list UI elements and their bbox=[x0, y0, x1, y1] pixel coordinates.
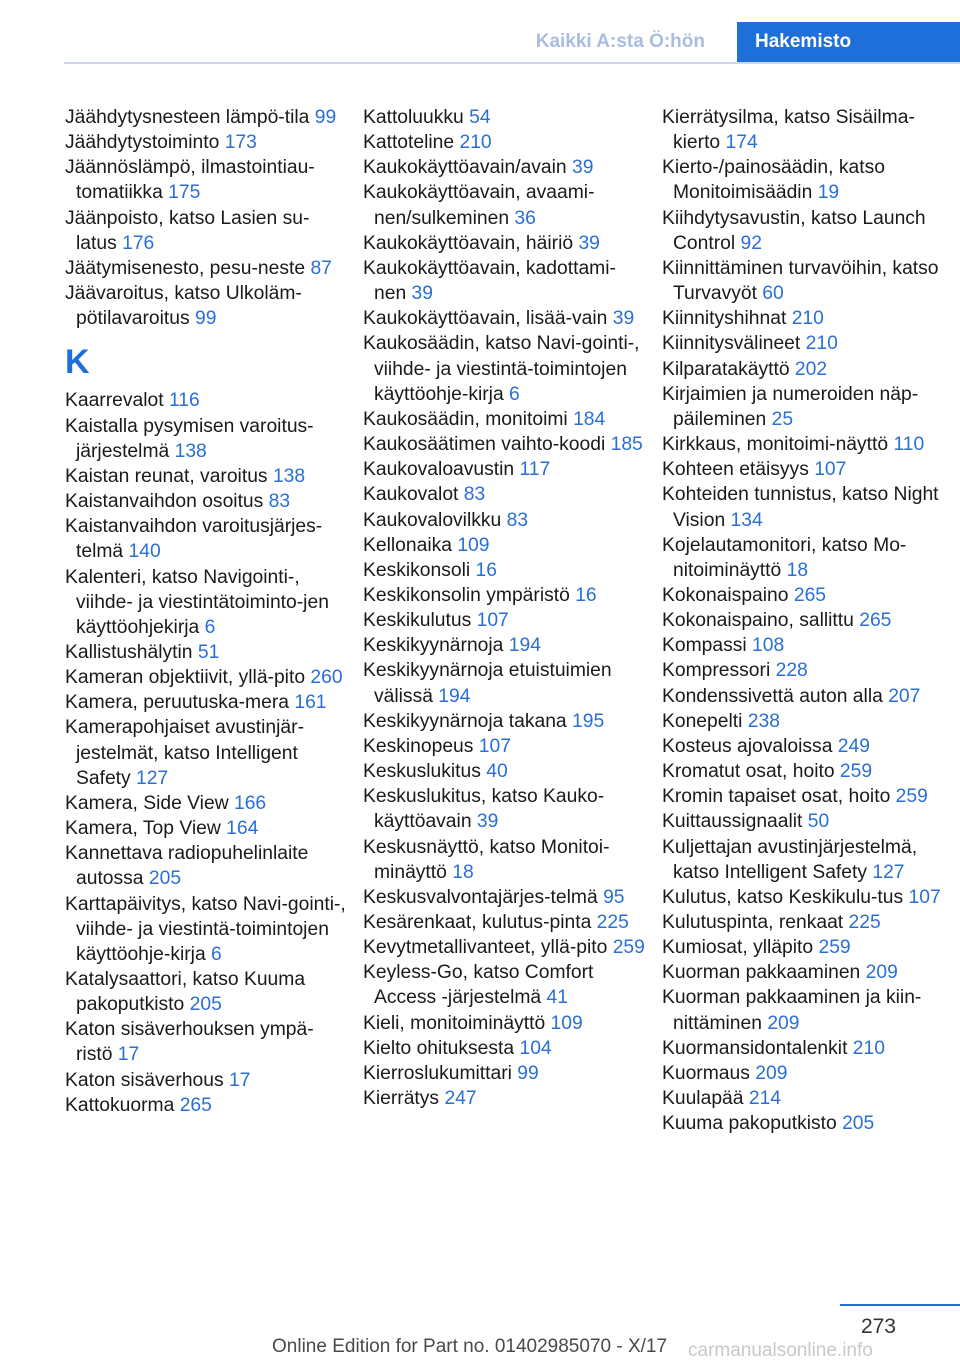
index-entry bbox=[65, 1068, 350, 1093]
index-entry bbox=[662, 1061, 952, 1086]
index-entry bbox=[662, 432, 952, 457]
index-entry bbox=[662, 658, 952, 683]
index-entry-term: Kattokuorma bbox=[65, 1094, 175, 1116]
index-entry bbox=[65, 464, 350, 489]
index-entry-term: Kaukovaloavustin bbox=[363, 459, 515, 481]
index-entry bbox=[65, 281, 350, 331]
index-entry bbox=[662, 331, 952, 356]
index-entry bbox=[363, 432, 648, 457]
index-entry bbox=[363, 608, 648, 633]
index-entry bbox=[662, 482, 952, 532]
page-link[interactable]: 50 bbox=[807, 811, 830, 833]
index-entry-term: Kaukokäyttöavain, lisää-vain bbox=[363, 308, 608, 330]
page-link[interactable]: 134 bbox=[730, 509, 763, 531]
page-link[interactable]: 184 bbox=[573, 408, 606, 430]
page-link[interactable]: 185 bbox=[610, 434, 643, 456]
index-entry bbox=[363, 885, 648, 910]
page-link[interactable]: 17 bbox=[229, 1069, 251, 1091]
index-entry-term: Kromatut osat, hoito bbox=[662, 761, 835, 783]
index-entry bbox=[363, 935, 648, 960]
index-entry-term: Kattoluukku bbox=[363, 107, 464, 128]
index-entry bbox=[65, 565, 350, 640]
index-entry-term: Kattoteline bbox=[363, 132, 455, 154]
index-entry-term: Kevytmetallivanteet, yllä-pito bbox=[363, 937, 608, 959]
index-entry bbox=[363, 910, 648, 935]
index-column-2 bbox=[363, 105, 648, 1111]
index-entry-term: Keskikyynärnoja etuistuimien välissä bbox=[363, 660, 612, 707]
index-entry bbox=[65, 256, 350, 281]
index-entry-term: Kamerapohjaiset avustinjär-jestelmät, katso Intelligent Safety bbox=[65, 717, 304, 789]
site-watermark: carmanualsonline.info bbox=[688, 1340, 873, 1361]
page-link[interactable]: 265 bbox=[179, 1094, 212, 1116]
index-entry bbox=[65, 892, 350, 967]
index-entry-term: Kohteen etäisyys bbox=[662, 459, 809, 481]
index-entry-term: Kallistushälytin bbox=[65, 641, 193, 663]
page-link[interactable]: 83 bbox=[463, 484, 486, 506]
page-link[interactable]: 99 bbox=[314, 107, 337, 128]
index-entry bbox=[662, 382, 952, 432]
page-link[interactable]: 104 bbox=[519, 1037, 552, 1059]
index-entry-term: Kaukokäyttöavain, avaami-nen/sulkeminen bbox=[363, 182, 595, 229]
index-entry bbox=[363, 105, 648, 130]
page-link[interactable]: 265 bbox=[793, 584, 827, 606]
index-entry bbox=[662, 809, 952, 834]
page-link[interactable]: 6 bbox=[204, 616, 216, 638]
index-entry bbox=[363, 155, 648, 180]
page-link[interactable]: 209 bbox=[767, 1012, 800, 1034]
page-link[interactable]: 83 bbox=[506, 509, 529, 531]
page-link[interactable]: 259 bbox=[818, 937, 851, 959]
index-entry bbox=[363, 583, 648, 608]
page-link[interactable]: 127 bbox=[872, 861, 905, 883]
index-entry-term: Kielto ohituksesta bbox=[363, 1037, 515, 1059]
page-link[interactable]: 107 bbox=[814, 459, 847, 481]
index-entry bbox=[662, 533, 952, 583]
page-link[interactable]: 36 bbox=[514, 207, 536, 229]
index-entry bbox=[363, 835, 648, 885]
index-column-1 bbox=[65, 105, 350, 1118]
page-link[interactable]: 127 bbox=[136, 767, 169, 789]
index-entry bbox=[662, 709, 952, 734]
index-entry bbox=[65, 665, 350, 690]
page-link[interactable]: 238 bbox=[747, 710, 780, 732]
index-entry-term: Keskikonsolin ympäristö bbox=[363, 584, 570, 606]
page-link[interactable]: 17 bbox=[117, 1044, 140, 1066]
page-link[interactable]: 99 bbox=[517, 1062, 539, 1084]
index-entry-term: Kierroslukumittari bbox=[363, 1062, 512, 1084]
index-entry-term: Kaukosäädin, monitoimi bbox=[363, 408, 568, 430]
index-entry-term: Jäännöslämpö, ilmastointiau-tomatiikka bbox=[65, 157, 315, 204]
index-entry-term: Jäävaroitus, katso Ulkoläm-pötilavaroitus bbox=[65, 283, 302, 330]
index-entry bbox=[662, 206, 952, 256]
index-entry bbox=[363, 784, 648, 834]
index-entry bbox=[65, 1017, 350, 1067]
page-link[interactable]: 174 bbox=[725, 132, 758, 154]
index-entry bbox=[662, 835, 952, 885]
index-entry-term: Kaistanvaihdon osoitus bbox=[65, 491, 264, 513]
index-entry-term: Kaistan reunat, varoitus bbox=[65, 465, 268, 487]
page-link[interactable]: 54 bbox=[469, 107, 491, 128]
index-entry-term: Kompassi bbox=[662, 635, 747, 657]
page-link[interactable]: 18 bbox=[452, 861, 474, 883]
index-entry-term: Kuljettajan avustinjärjestelmä, katso Intelligent Safety bbox=[662, 836, 918, 883]
page-link[interactable]: 51 bbox=[197, 641, 220, 663]
page-link[interactable]: 259 bbox=[895, 786, 928, 808]
index-entry-term: Kompressori bbox=[662, 660, 771, 682]
index-entry-term: Kaukovalot bbox=[363, 484, 459, 506]
page-link[interactable]: 95 bbox=[603, 886, 625, 908]
index-entry-term: Kaukovalovilkku bbox=[363, 509, 502, 531]
page-link[interactable]: 25 bbox=[771, 408, 794, 430]
index-entry-term: Kuorman pakkaaminen bbox=[662, 962, 861, 984]
index-entry-term: Jäähdytysnesteen lämpö-tila bbox=[65, 107, 310, 128]
index-entry bbox=[363, 331, 648, 406]
index-entry-term: Kumiosat, ylläpito bbox=[662, 937, 814, 959]
index-entry bbox=[363, 558, 648, 583]
index-entry-term: Kesärenkaat, kulutus-pinta bbox=[363, 912, 592, 933]
index-entry-term: Kulutus, katso Keskikulu-tus bbox=[662, 886, 904, 908]
page-link[interactable]: 138 bbox=[174, 440, 207, 462]
edition-note: Online Edition for Part no. 01402985070 - X/17 bbox=[272, 1336, 668, 1357]
index-entry-term: Kiihdytysavustin, katso Launch Control bbox=[662, 207, 926, 254]
page-link[interactable]: 87 bbox=[310, 257, 332, 279]
index-entry-term: Keskikyynärnoja bbox=[363, 635, 504, 657]
index-letter-heading: K bbox=[65, 343, 90, 382]
page-link[interactable]: 117 bbox=[519, 459, 551, 481]
page-link[interactable]: 108 bbox=[752, 635, 785, 657]
page-link[interactable]: 138 bbox=[272, 465, 306, 487]
page-link[interactable]: 225 bbox=[848, 912, 881, 933]
index-entry-term: Kiinnittäminen turvavöihin, katso Turvavyöt bbox=[662, 257, 939, 305]
index-entry bbox=[65, 690, 350, 715]
index-entry-term: Kuorman pakkaaminen ja kiin-nittäminen bbox=[662, 987, 922, 1034]
index-entry bbox=[363, 306, 648, 331]
page-link[interactable]: 161 bbox=[294, 692, 327, 714]
page-link[interactable]: 194 bbox=[508, 635, 541, 657]
page-link[interactable]: 109 bbox=[457, 534, 490, 556]
index-entry-term: Kieli, monitoiminäyttö bbox=[363, 1012, 546, 1034]
page-link[interactable]: 225 bbox=[596, 912, 629, 933]
index-entry bbox=[662, 583, 952, 608]
index-entry bbox=[363, 130, 648, 155]
index-entry-term: Kokonaispaino, sallittu bbox=[662, 610, 854, 632]
index-entry-term: Kamera, Top View bbox=[65, 818, 221, 840]
page-link[interactable]: 259 bbox=[839, 761, 873, 783]
index-entry bbox=[662, 759, 952, 784]
index-entry-term: Kaistanvaihdon varoitusjärjes-telmä bbox=[65, 516, 323, 563]
header-divider bbox=[64, 62, 960, 64]
page-link[interactable]: 209 bbox=[755, 1062, 788, 1084]
index-entry bbox=[65, 640, 350, 665]
index-entry bbox=[662, 1111, 952, 1136]
index-entry bbox=[65, 791, 350, 816]
index-entry-term: Kondenssivettä auton alla bbox=[662, 685, 883, 707]
index-entry bbox=[662, 457, 952, 482]
index-entry bbox=[363, 231, 648, 256]
page-link[interactable]: 110 bbox=[893, 434, 925, 456]
index-entry-term: Kalenteri, katso Navigointi-, viihde- ja viestintätoiminto-jen käyttöohjekirja bbox=[65, 566, 329, 638]
index-entry bbox=[363, 407, 648, 432]
index-entry-term: Kaukokäyttöavain, häiriö bbox=[363, 232, 574, 254]
page-link[interactable]: 60 bbox=[762, 283, 784, 305]
index-entry bbox=[662, 105, 952, 155]
page-link[interactable]: 6 bbox=[509, 383, 520, 405]
index-entry bbox=[65, 715, 350, 790]
page-link[interactable]: 39 bbox=[572, 157, 594, 179]
page-link[interactable]: 16 bbox=[475, 559, 497, 581]
index-entry bbox=[662, 985, 952, 1035]
page-link[interactable]: 116 bbox=[168, 390, 200, 412]
index-entry-term: Kierto-/painosäädin, katso Monitoimisäädin bbox=[662, 157, 885, 204]
index-entry-term: Kamera, Side View bbox=[65, 792, 229, 814]
index-entry bbox=[363, 759, 648, 784]
index-entry-term: Kaukokäyttöavain, kadottami-nen bbox=[363, 257, 616, 305]
page-link[interactable]: 205 bbox=[189, 994, 222, 1016]
page-link[interactable]: 205 bbox=[842, 1113, 875, 1135]
index-entry bbox=[363, 633, 648, 658]
index-entry-term: Keskusnäyttö, katso Monitoi-minäyttö bbox=[363, 836, 610, 883]
section-title: Kaikki A:sta Ö:hön bbox=[535, 31, 705, 52]
index-entry-term: Kaukosäätimen vaihto-koodi bbox=[363, 434, 606, 456]
page-link[interactable]: 210 bbox=[805, 333, 838, 355]
index-entry-term: Kannettava radiopuhelinlaite autossa bbox=[65, 843, 309, 890]
page-link[interactable]: 39 bbox=[612, 308, 635, 330]
index-entry-term: Kierrätysilma, katso Sisäilma-kierto bbox=[662, 107, 915, 154]
index-entry bbox=[662, 885, 952, 910]
index-entry bbox=[662, 1086, 952, 1111]
index-entry bbox=[363, 1011, 648, 1036]
index-entry-term: Kilparatakäyttö bbox=[662, 358, 790, 380]
page-link[interactable]: 40 bbox=[486, 761, 508, 783]
index-entry-term: Kaukosäädin, katso Navi-gointi-, viihde- ja viestintä-toimintojen käyttöohje-kirja bbox=[363, 333, 640, 405]
page-link[interactable]: 107 bbox=[478, 735, 511, 757]
index-entry bbox=[662, 784, 952, 809]
index-entry-term: Keskuslukitus bbox=[363, 761, 481, 783]
page-link[interactable]: 210 bbox=[459, 132, 492, 154]
page-link[interactable]: 41 bbox=[546, 987, 568, 1009]
page-link[interactable]: 209 bbox=[865, 962, 898, 984]
index-entry bbox=[363, 180, 648, 230]
index-entry bbox=[662, 684, 952, 709]
index-entry-term: Kuulapää bbox=[662, 1088, 744, 1110]
page-link[interactable]: 39 bbox=[411, 283, 433, 305]
page-link[interactable]: 164 bbox=[226, 818, 259, 840]
page-link[interactable]: 207 bbox=[888, 685, 921, 707]
page-number: 273 bbox=[860, 1315, 896, 1338]
index-entry bbox=[363, 960, 648, 1010]
page-link[interactable]: 205 bbox=[148, 868, 182, 890]
index-entry-term: Keskikyynärnoja takana bbox=[363, 710, 567, 732]
page-link[interactable]: 210 bbox=[852, 1037, 885, 1059]
index-entry bbox=[363, 508, 648, 533]
index-entry-term: Keskikonsoli bbox=[363, 559, 471, 581]
index-entry-term: Katon sisäverhous bbox=[65, 1069, 224, 1091]
page-link[interactable]: 176 bbox=[122, 232, 155, 254]
index-entry bbox=[65, 967, 350, 1017]
index-entry bbox=[662, 960, 952, 985]
index-entry-term: Karttapäivitys, katso Navi-gointi-, viihde- ja viestintä-toimintojen käyttöohje-kirja bbox=[65, 893, 346, 965]
index-entry-term: Kokonaispaino bbox=[662, 584, 789, 606]
index-tab[interactable]: Hakemisto bbox=[737, 22, 960, 62]
index-entry bbox=[363, 533, 648, 558]
page-link[interactable]: 109 bbox=[550, 1012, 583, 1034]
page-link[interactable]: 166 bbox=[233, 792, 267, 814]
index-entry-term: Jäähdytystoiminto bbox=[65, 132, 220, 154]
page-link[interactable]: 107 bbox=[476, 610, 509, 632]
index-entry-term: Kaukokäyttöavain/avain bbox=[363, 157, 567, 179]
index-entry bbox=[662, 910, 952, 935]
index-entry bbox=[363, 482, 648, 507]
index-entry-term: Kaarrevalot bbox=[65, 390, 164, 412]
page-link[interactable]: 99 bbox=[194, 308, 217, 330]
index-entry-term: Kosteus ajovaloissa bbox=[662, 735, 833, 757]
page-link[interactable]: 210 bbox=[791, 308, 824, 330]
index-entry-term: Kiinnitysvälineet bbox=[662, 333, 801, 355]
index-entry bbox=[363, 658, 648, 708]
index-entry-term: Kamera, peruutuska-mera bbox=[65, 692, 289, 714]
page-link[interactable]: 39 bbox=[476, 811, 499, 833]
index-entry bbox=[65, 1093, 350, 1118]
index-entry-term: Keskuslukitus, katso Kauko-käyttöavain bbox=[363, 786, 605, 833]
index-entry bbox=[65, 414, 350, 464]
index-entry bbox=[65, 841, 350, 891]
index-entry bbox=[65, 155, 350, 205]
page-link[interactable]: 214 bbox=[748, 1088, 782, 1110]
page-link[interactable]: 195 bbox=[572, 710, 605, 732]
index-entry-term: Kierrätys bbox=[363, 1088, 440, 1110]
index-entry-term: Jäätymisenesto, pesu-neste bbox=[65, 257, 306, 279]
index-entry-term: Kaistalla pysymisen varoitus-järjestelmä bbox=[65, 415, 314, 462]
index-entry bbox=[662, 306, 952, 331]
index-entry-term: Konepelti bbox=[662, 710, 743, 732]
page-link[interactable]: 19 bbox=[817, 182, 840, 204]
index-entry-term: Kuormansidontalenkit bbox=[662, 1037, 848, 1059]
index-entry-term: Kuuma pakoputkisto bbox=[662, 1113, 837, 1135]
page-link[interactable]: 175 bbox=[168, 182, 201, 204]
page-link[interactable]: 18 bbox=[786, 559, 809, 581]
index-entry bbox=[363, 1036, 648, 1061]
index-entry bbox=[662, 256, 952, 306]
index-entry-term: Kirkkaus, monitoimi-näyttö bbox=[662, 434, 889, 456]
page-link[interactable]: 107 bbox=[908, 886, 941, 908]
index-entry bbox=[662, 357, 952, 382]
page-link[interactable]: 39 bbox=[578, 232, 600, 254]
index-entry bbox=[662, 608, 952, 633]
index-entry bbox=[662, 935, 952, 960]
index-entry-term: Keskikulutus bbox=[363, 610, 472, 632]
index-entry bbox=[662, 734, 952, 759]
index-entry-term: Keskusvalvontajärjes-telmä bbox=[363, 886, 598, 908]
page-link[interactable]: 259 bbox=[612, 937, 645, 959]
index-entry-term: Jäänpoisto, katso Lasien su-latus bbox=[65, 207, 310, 254]
page-link[interactable]: 83 bbox=[268, 491, 291, 513]
index-entry bbox=[65, 105, 350, 130]
index-entry-term: Kohteiden tunnistus, katso Night Vision bbox=[662, 484, 939, 531]
index-entry bbox=[65, 206, 350, 256]
index-entry-term: Kuittaussignaalit bbox=[662, 811, 803, 833]
page-link[interactable]: 173 bbox=[224, 132, 257, 154]
index-entry bbox=[363, 734, 648, 759]
index-entry-term: Kirjaimien ja numeroiden näp-päileminen bbox=[662, 383, 919, 430]
page-link[interactable]: 140 bbox=[128, 541, 161, 563]
index-entry bbox=[363, 256, 648, 306]
page-link[interactable]: 260 bbox=[310, 667, 343, 689]
index-entry-term: Katon sisäverhouksen ympä-ristö bbox=[65, 1019, 314, 1066]
index-entry bbox=[65, 816, 350, 841]
index-entry-term: Kojelautamonitori, katso Mo-nitoiminäyttö bbox=[662, 534, 907, 581]
index-entry-term: Kulutuspinta, renkaat bbox=[662, 912, 844, 933]
index-entry-term: Keskinopeus bbox=[363, 735, 474, 757]
index-column-3 bbox=[662, 105, 952, 1136]
index-entry-term: Kameran objektiivit, yllä-pito bbox=[65, 667, 306, 689]
index-entry-term: Katalysaattori, katso Kuuma pakoputkisto bbox=[65, 969, 306, 1016]
index-entry-term: Kellonaika bbox=[363, 534, 452, 556]
page-link[interactable]: 16 bbox=[575, 584, 597, 606]
page-link[interactable]: 249 bbox=[837, 735, 870, 757]
page-link[interactable]: 247 bbox=[444, 1088, 477, 1110]
index-entry bbox=[662, 155, 952, 205]
index-entry bbox=[363, 457, 648, 482]
index-entry bbox=[65, 130, 350, 155]
index-entry-term: Kuormaus bbox=[662, 1062, 750, 1084]
index-entry bbox=[662, 1036, 952, 1061]
index-entry bbox=[65, 514, 350, 564]
index-entry bbox=[363, 1086, 648, 1111]
index-entry bbox=[363, 1061, 648, 1086]
page-link[interactable]: 228 bbox=[775, 660, 808, 682]
page-link[interactable]: 202 bbox=[794, 358, 828, 380]
page-link[interactable]: 265 bbox=[859, 610, 892, 632]
index-entry-term: Keyless-Go, katso Comfort Access -järjestelmä bbox=[363, 962, 594, 1009]
index-entry-term: Kiinnityshihnat bbox=[662, 308, 787, 330]
index-entry bbox=[363, 709, 648, 734]
page-link[interactable]: 6 bbox=[211, 943, 222, 965]
index-entry bbox=[65, 388, 350, 413]
footer-accent-line bbox=[840, 1304, 960, 1306]
index-entry bbox=[662, 633, 952, 658]
index-entry-term: Kromin tapaiset osat, hoito bbox=[662, 786, 891, 808]
page-link[interactable]: 92 bbox=[740, 232, 762, 254]
index-entry bbox=[65, 489, 350, 514]
page-link[interactable]: 194 bbox=[438, 685, 471, 707]
